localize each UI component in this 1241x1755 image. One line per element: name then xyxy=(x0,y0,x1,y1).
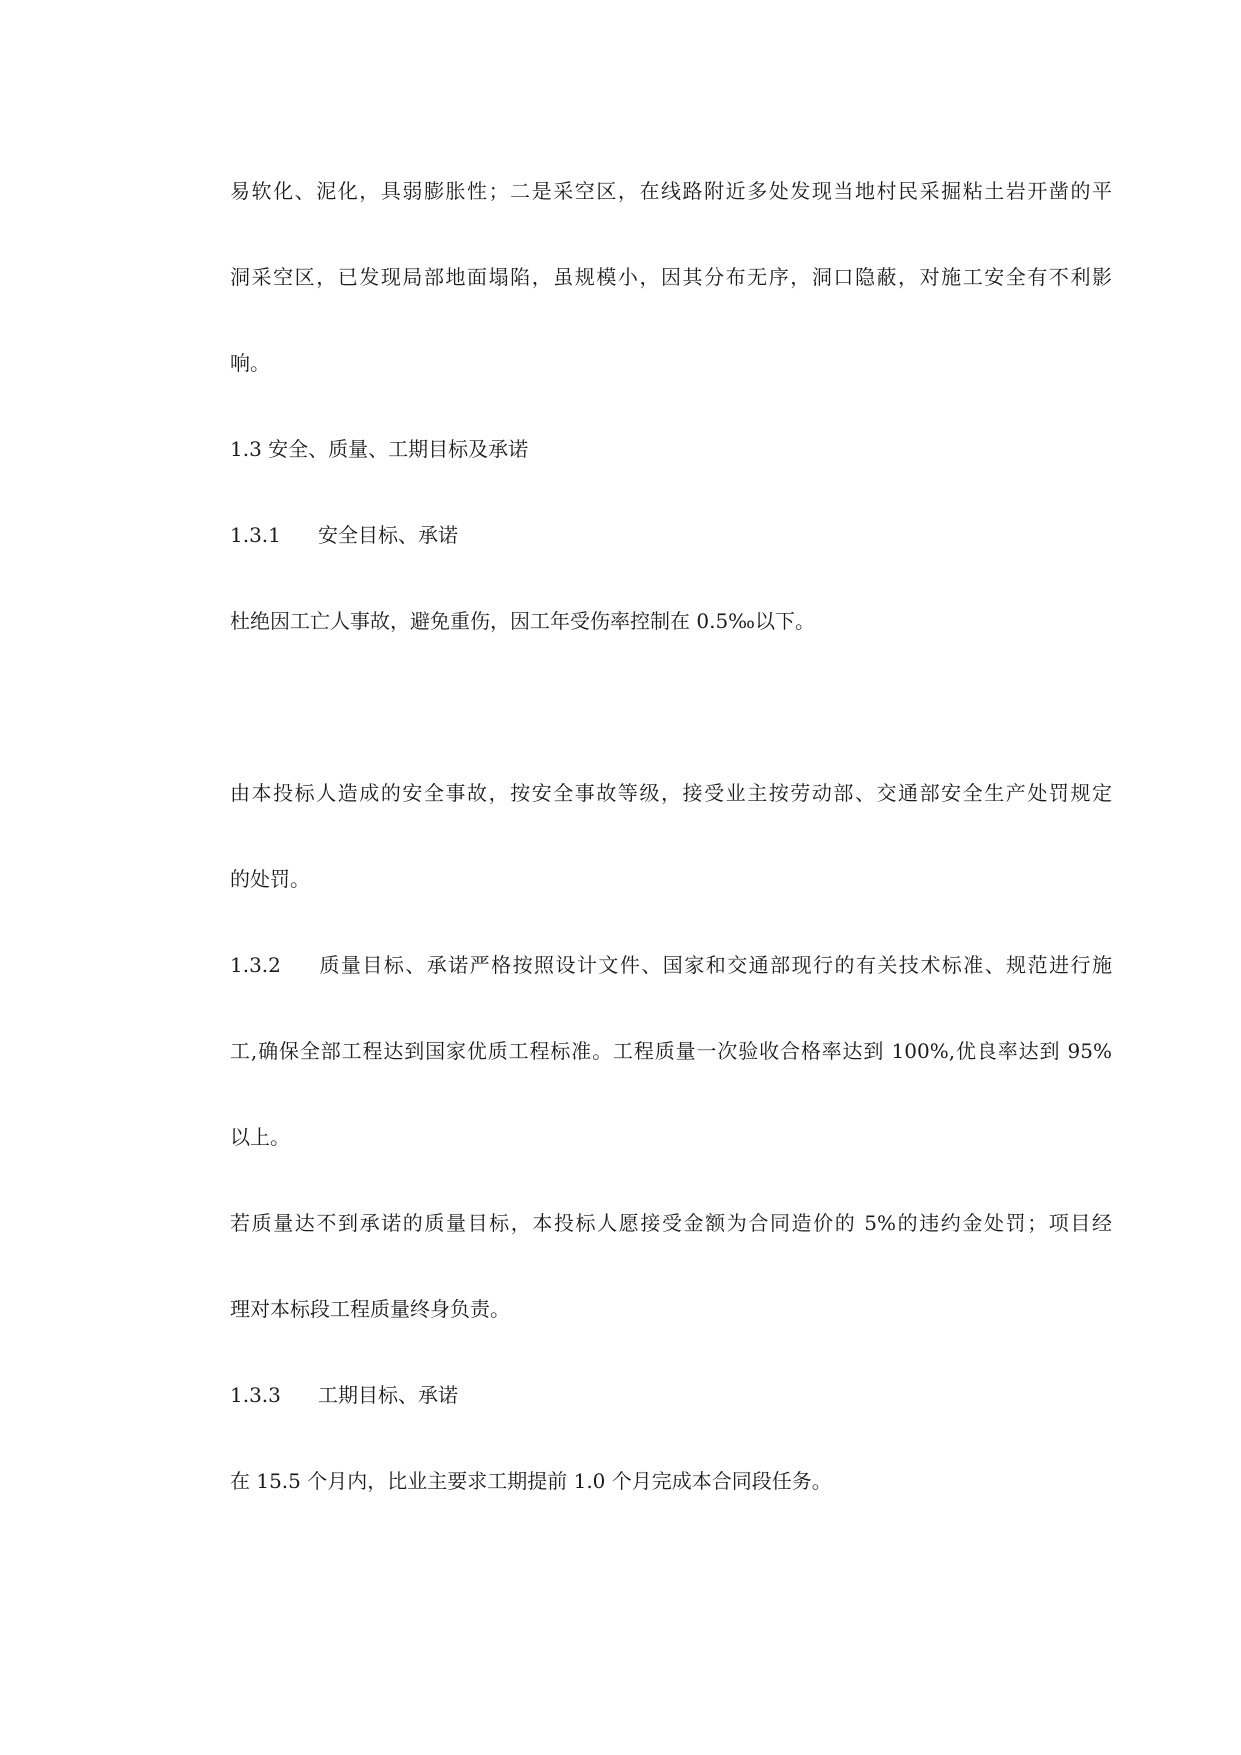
subsection-number: 1.3.2 xyxy=(230,953,281,977)
subsection-heading xyxy=(230,951,1112,979)
paragraph-line: 的处罚。 xyxy=(230,867,310,891)
paragraph-line: 响。 xyxy=(230,351,270,375)
subsection-title: 工期目标、承诺 xyxy=(318,1383,458,1407)
paragraph-line: 易软化、泥化，具弱膨胀性；二是采空区，在线路附近多处发现当地村民采掘粘土岩开凿的平 xyxy=(230,179,1112,203)
paragraph-line: 杜绝因工亡人事故，避免重伤，因工年受伤率控制在 0.5‰以下。 xyxy=(230,609,815,633)
paragraph-line: 理对本标段工程质量终身负责。 xyxy=(230,1297,510,1321)
subsection-number: 1.3.3 xyxy=(230,1383,281,1407)
subsection-heading xyxy=(230,1381,1112,1409)
subsection-heading xyxy=(230,521,1112,549)
paragraph-line: 在 15.5 个月内，比业主要求工期提前 1.0 个月完成本合同段任务。 xyxy=(230,1469,832,1493)
paragraph-line: 由本投标人造成的安全事故，按安全事故等级，接受业主按劳动部、交通部安全生产处罚规定 xyxy=(230,781,1112,805)
paragraph-line: 以上。 xyxy=(230,1125,290,1149)
paragraph-line: 若质量达不到承诺的质量目标，本投标人愿接受金额为合同造价的 5%的违约金处罚；项目经 xyxy=(230,1211,1112,1235)
paragraph-line: 洞采空区，已发现局部地面塌陷，虽规模小，因其分布无序，洞口隐蔽，对施工安全有不利影 xyxy=(230,265,1112,289)
subsection-text: 质量目标、承诺严格按照设计文件、国家和交通部现行的有关技术标准、规范进行施 xyxy=(318,953,1112,977)
subsection-number: 1.3.1 xyxy=(230,523,281,547)
paragraph-line: 工,确保全部工程达到国家优质工程标准。工程质量一次验收合格率达到 100%,优良率达到 95% xyxy=(230,1039,1112,1063)
section-heading: 1.3 安全、质量、工期目标及承诺 xyxy=(230,437,529,461)
subsection-title: 安全目标、承诺 xyxy=(318,523,458,547)
